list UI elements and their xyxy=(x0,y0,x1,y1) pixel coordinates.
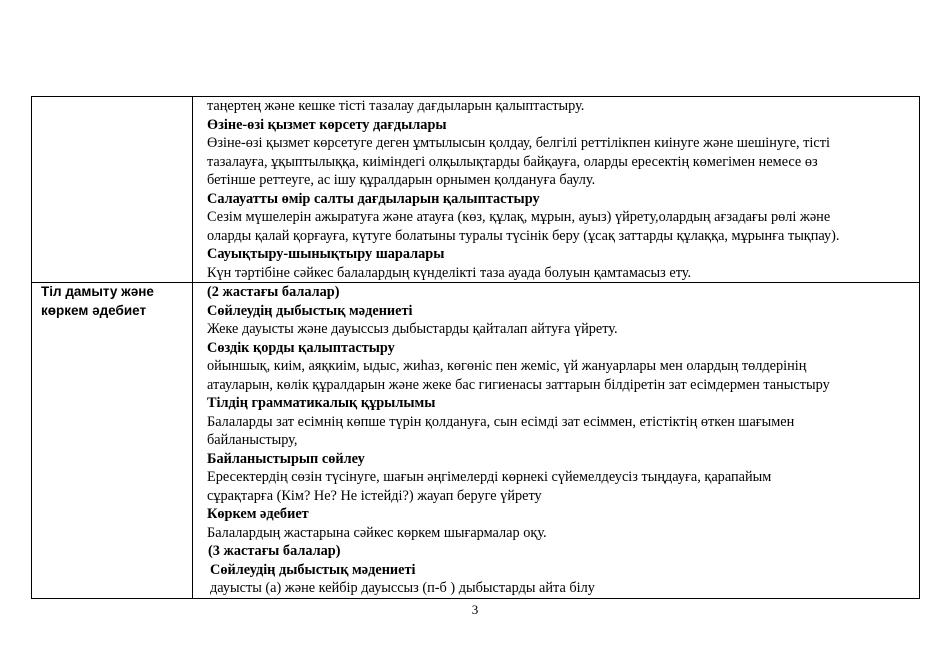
section-heading: Сөйлеудің дыбыстық мәдениеті xyxy=(210,561,416,578)
table-row xyxy=(32,283,920,599)
topic-cell xyxy=(32,283,193,599)
table-row xyxy=(32,97,920,283)
section-heading: Сауықтыру-шынықтыру шаралары xyxy=(207,246,445,262)
content-line: таңертең және кешке тісті тазалау дағдыларын қалыптастыру. xyxy=(207,98,585,114)
content-line: оларды қалай қорғауға, күтуге болатыны туралы түсінік беру (ұсақ заттарды құлаққа, мұрынға тықпау). xyxy=(207,227,840,244)
content-line: Жеке дауысты және дауыссыз дыбыстарды қайталап айтуға үйрету. xyxy=(207,321,618,337)
content-line: атауларын, көлік құралдарын және жеке бас гигиенасы заттарын білдіретін зат есімдермен таныстыру xyxy=(207,376,830,393)
age-group-heading: (3 жастағы балалар) xyxy=(208,543,341,559)
section-heading: Сөздік қорды қалыптастыру xyxy=(207,339,395,356)
content-line: ойыншық, киім, аяқкиім, ыдыс, жиһаз, көгөніс пен жеміс, үй жануарлары мен олардың төлдерінің xyxy=(207,358,807,374)
section-heading: Сөйлеудің дыбыстық мәдениеті xyxy=(207,302,413,319)
section-heading: Көркем әдебиет xyxy=(207,506,309,522)
content-line: бетінше реттеуге, ас ішу құралдарын орнымен қолдануға баулу. xyxy=(207,172,596,188)
age-group-heading: (2 жастағы балалар) xyxy=(207,284,340,300)
content-line: байланыстыру, xyxy=(207,432,298,448)
content-line: дауысты (а) және кейбір дауыссыз (п-б ) дыбыстарды айта білу xyxy=(210,580,595,596)
topic-cell xyxy=(32,97,193,283)
section-heading: Салауатты өмір салты дағдыларын қалыптастыру xyxy=(207,190,540,207)
content-line: сұрақтарға (Кім? Не? Не істейді?) жауап беруге үйрету xyxy=(207,487,542,504)
content-line: Ересектердің сөзін түсінуге, шағын әңгімелерді көрнекі сүйемелдеусіз тыңдауға, қарапайым xyxy=(207,469,772,485)
content-cell xyxy=(193,97,920,283)
content-line: Балалардың жастарына сәйкес көркем шығармалар оқу. xyxy=(207,524,547,541)
section-heading: Өзіне-өзі қызмет көрсету дағдылары xyxy=(207,116,447,133)
content-table xyxy=(31,96,920,599)
content-line: Күн тәртібіне сәйкес балалардың күнделікті таза ауада болуын қамтамасыз ету. xyxy=(207,264,692,281)
topic-label: Тіл дамыту және xyxy=(41,284,154,299)
content-cell xyxy=(193,283,920,599)
section-heading: Байланыстырып сөйлеу xyxy=(207,450,365,467)
content-line: Балаларды зат есімнің көпше түрін қолдануға, сын есімді зат есіммен, етістіктің өткен шағымен xyxy=(207,413,795,430)
page-number: 3 xyxy=(471,602,479,617)
content-line: Өзіне-өзі қызмет көрсетуге деген ұмтылысын қолдау, белгілі реттілікпен киінуге және шешінуге, тісті xyxy=(207,135,830,151)
section-heading: Тілдің грамматикалық құрылымы xyxy=(207,395,436,411)
content-line: Сезім мүшелерін ажыратуға және атауға (көз, құлақ, мұрын, ауыз) үйрету,олардың ағзадағы рөлі және xyxy=(207,209,831,225)
topic-label: көркем әдебиет xyxy=(41,302,147,318)
content-line: тазалауға, ұқыптылыққа, киіміндегі олқылықтарды байқауға, оларды ересектің көмегімен немесе өз xyxy=(207,153,818,170)
